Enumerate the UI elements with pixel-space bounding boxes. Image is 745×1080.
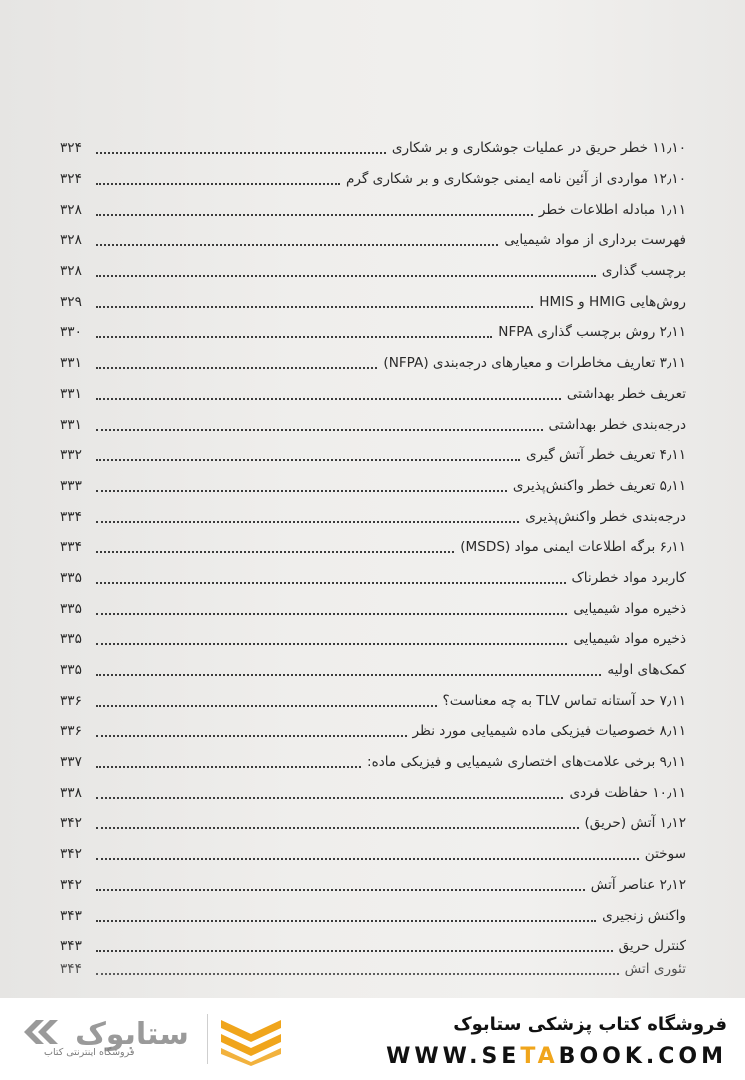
toc-entry-title: درجه‌بندی خطر واکنش‌پذیری <box>525 508 686 525</box>
toc-entry-page: ۳۳۰ <box>60 324 82 341</box>
toc-entry-title: ذخیره مواد شیمیایی <box>573 600 686 617</box>
toc-entry-title: ۴٫۱۱ تعریف خطر آتش گیری <box>526 447 686 464</box>
toc-leader-dots <box>96 429 543 431</box>
toc-entry-title: ۵٫۱۱ تعریف خطر واکنش‌پذیری <box>512 477 686 494</box>
toc-entry-page: ۳۲۹ <box>60 293 82 310</box>
toc-entry-page: ۳۲۴ <box>60 171 82 188</box>
toc-entry-title: کنترل حریق <box>618 938 686 955</box>
toc-entry-title: ذخیره مواد شیمیایی <box>573 631 686 648</box>
store-url[interactable] <box>386 1044 727 1069</box>
toc-entry-title: ۸٫۱۱ خصوصیات فیزیکی ماده شیمیایی مورد نظر <box>412 723 686 740</box>
toc-entry-title: ۹٫۱۱ برخی علامت‌های اختصاری شیمیایی و فیزیکی ماده: <box>367 754 686 771</box>
toc-entry-page: ۳۴۲ <box>60 876 82 893</box>
toc-leader-dots <box>96 459 520 461</box>
toc-entry-page: ۳۳۸ <box>60 784 82 801</box>
toc-entry-page: ۳۳۵ <box>60 662 82 679</box>
url-prefix: WWW.SE <box>386 1044 521 1069</box>
logo-divider <box>207 1014 208 1064</box>
toc-row <box>60 471 686 502</box>
toc-leader-dots <box>96 766 361 768</box>
toc-entry-title: ۷٫۱۱ حد آستانه تماس TLV به چه معناست؟ <box>442 692 686 709</box>
toc-leader-dots <box>96 306 533 308</box>
toc-row <box>60 440 686 471</box>
toc-row <box>60 286 686 317</box>
toc-leader-dots <box>96 797 563 799</box>
toc-leader-dots <box>96 521 519 523</box>
toc-leader-dots <box>96 582 566 584</box>
toc-row <box>60 256 686 287</box>
toc-entry-title: تئوری آتش <box>624 961 686 976</box>
toc-row <box>60 379 686 410</box>
toc-row <box>60 747 686 778</box>
toc-entry-page: ۳۳۲ <box>60 447 82 464</box>
toc-entry-title: ۱۲٫۱۰ مواردی از آئین نامه ایمنی جوشکاری و بر شکاری گرم <box>345 171 686 188</box>
toc-entry-page: ۳۳۷ <box>60 754 82 771</box>
toc-entry-title: روش‌هایی HMIG و HMIS <box>539 293 686 310</box>
toc-leader-dots <box>96 950 613 952</box>
toc-leader-dots <box>96 490 507 492</box>
toc-leader-dots <box>96 643 567 645</box>
toc-entry-title: کاربرد مواد خطرناک <box>571 569 686 586</box>
toc-entry-page: ۳۳۵ <box>60 600 82 617</box>
toc-entry-page: ۳۴۳ <box>60 938 82 955</box>
toc-row <box>60 409 686 440</box>
toc-entry-page: ۳۴۴ <box>60 961 82 976</box>
toc-leader-dots <box>96 973 619 975</box>
toc-entry-title: ۱۱٫۱۰ خطر حریق در عملیات جوشکاری و بر شکاری <box>391 140 686 157</box>
toc-entry-title: تعریف خطر بهداشتی <box>566 385 686 402</box>
toc-leader-dots <box>96 705 437 707</box>
toc-leader-dots <box>96 183 340 185</box>
toc-row <box>60 655 686 686</box>
toc-row <box>60 931 686 962</box>
toc-row <box>60 777 686 808</box>
toc-leader-dots <box>96 827 579 829</box>
toc-row <box>60 164 686 195</box>
toc-entry-title: ۱٫۱۱ مبادله اطلاعات خطر <box>538 201 686 218</box>
toc-entry-page: ۳۳۶ <box>60 692 82 709</box>
toc-leader-dots <box>96 214 533 216</box>
toc-leader-dots <box>96 275 596 277</box>
toc-row <box>60 839 686 870</box>
toc-entry-page: ۳۴۲ <box>60 815 82 832</box>
toc-leader-dots <box>96 336 492 338</box>
toc-entry-title: ۳٫۱۱ تعاریف مخاطرات و معیارهای درجه‌بندی (NFPA) <box>383 355 686 372</box>
toc-leader-dots <box>96 920 596 922</box>
toc-entry-title: ۶٫۱۱ برگه اطلاعات ایمنی مواد (MSDS) <box>460 539 686 556</box>
toc-row <box>60 624 686 655</box>
toc-leader-dots <box>96 244 498 246</box>
toc-leader-dots <box>96 735 407 737</box>
toc-row <box>60 900 686 931</box>
store-name: فروشگاه کتاب پزشکی ستابوک <box>453 1014 727 1035</box>
toc-entry-title: سوختن <box>644 846 686 863</box>
toc-leader-dots <box>96 889 585 891</box>
toc-row <box>60 716 686 747</box>
toc-row <box>60 348 686 379</box>
toc-entry-page: ۳۳۶ <box>60 723 82 740</box>
toc-entry-page: ۳۲۸ <box>60 232 82 249</box>
toc-entry-title: کمک‌های اولیه <box>607 662 686 679</box>
toc-entry-title: درجه‌بندی خطر بهداشتی <box>548 416 686 433</box>
toc-entry-page: ۳۴۳ <box>60 907 82 924</box>
toc-leader-dots <box>96 613 567 615</box>
toc-leader-dots <box>96 398 561 400</box>
toc-entry-title: برچسب گذاری <box>601 263 686 280</box>
toc-leader-dots <box>96 551 454 553</box>
toc-entry-title: فهرست برداری از مواد شیمیایی <box>504 232 686 249</box>
toc-entry-page: ۳۳۱ <box>60 355 82 372</box>
book-chevron-icon <box>217 1014 285 1066</box>
toc-entry-page: ۳۲۴ <box>60 140 82 157</box>
toc-entry-title: واکنش زنجیری <box>602 907 686 924</box>
toc-row <box>60 317 686 348</box>
toc-row <box>60 501 686 532</box>
toc-row <box>60 808 686 839</box>
toc-leader-dots <box>96 152 386 154</box>
toc-row <box>60 593 686 624</box>
toc-leader-dots <box>96 367 377 369</box>
toc-row <box>60 563 686 594</box>
toc-entry-page: ۳۳۴ <box>60 508 82 525</box>
toc-entry-page: ۳۴۲ <box>60 846 82 863</box>
toc-entry-page: ۳۳۵ <box>60 569 82 586</box>
toc-row <box>60 685 686 716</box>
toc-entry-title: ۱٫۱۲ آتش (حریق) <box>584 815 686 832</box>
toc-leader-dots <box>96 674 601 676</box>
url-suffix: BOOK.COM <box>558 1044 727 1069</box>
toc-entry-page: ۳۳۱ <box>60 416 82 433</box>
toc-row <box>60 133 686 164</box>
toc-entry-page: ۳۲۸ <box>60 263 82 280</box>
toc-entry-page: ۳۳۵ <box>60 631 82 648</box>
url-accent: TA <box>520 1044 559 1069</box>
logo-wordmark: ستابوک <box>75 1017 189 1052</box>
toc-entry-page: ۳۳۳ <box>60 477 82 494</box>
toc-entry-page: ۳۳۴ <box>60 539 82 556</box>
toc-row <box>60 225 686 256</box>
toc-row <box>60 870 686 901</box>
toc-entry-title: ۲٫۱۲ عناصر آتش <box>590 876 686 893</box>
toc-entry-title: ۲٫۱۱ روش برچسب گذاری NFPA <box>498 324 686 341</box>
table-of-contents <box>60 133 686 976</box>
toc-entry-title: ۱۰٫۱۱ حفاظت فردی <box>569 784 686 801</box>
toc-leader-dots <box>96 858 639 860</box>
store-footer-banner <box>0 998 745 1080</box>
toc-row <box>60 194 686 225</box>
toc-entry-page: ۳۲۸ <box>60 201 82 218</box>
toc-entry-page: ۳۳۱ <box>60 385 82 402</box>
toc-row-cut <box>60 962 686 976</box>
logo-subtitle: فروشگاه اینترنتی کتاب <box>44 1047 135 1058</box>
toc-row <box>60 532 686 563</box>
setabook-logo <box>20 1010 200 1070</box>
